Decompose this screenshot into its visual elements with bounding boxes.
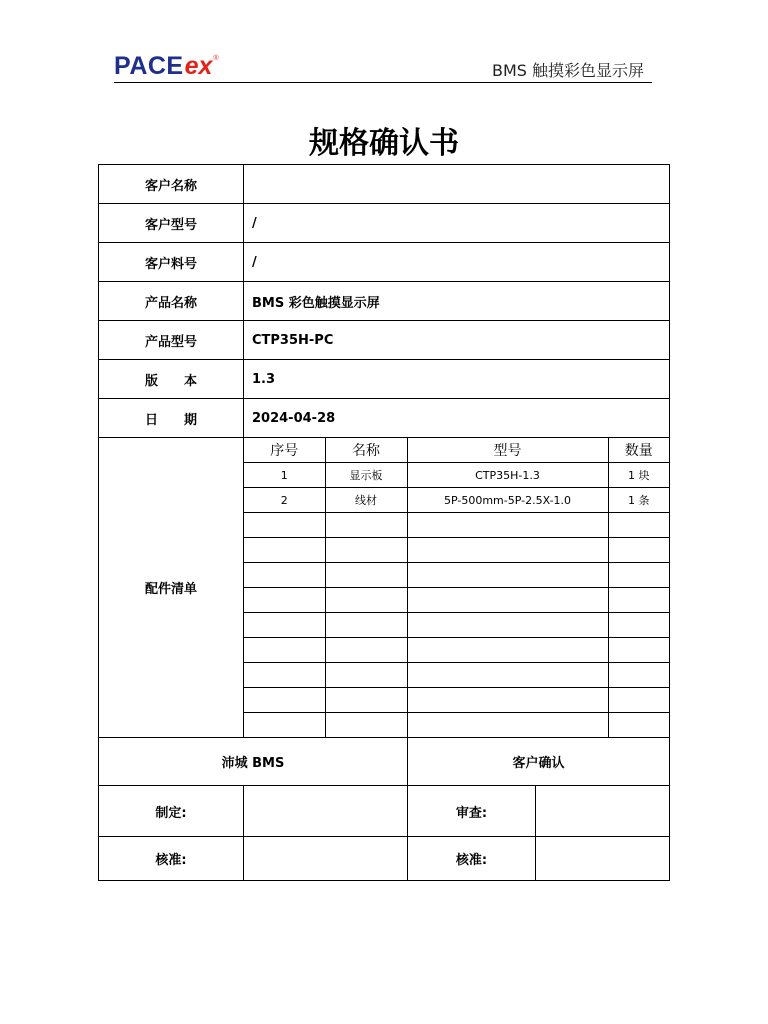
prepared-label: 制定:: [99, 786, 244, 837]
paceex-logo: [114, 52, 219, 78]
parts-cell-value: [244, 688, 325, 713]
parts-cell-value: [244, 638, 325, 663]
parts-cell-value: [407, 638, 608, 663]
parts-cell-value: [608, 638, 669, 663]
info-row-customer-part: [99, 243, 670, 282]
parts-row: [244, 613, 669, 638]
info-label: 产品名称: [99, 282, 244, 321]
signature-row-1: [99, 786, 670, 837]
parts-header-row: [244, 438, 669, 463]
parts-cell-value: [608, 563, 669, 588]
info-label: 日 期: [99, 399, 244, 438]
header-product-title: BMS 触摸彩色显示屏: [491, 61, 644, 80]
parts-cell-value: CTP35H-1.3: [407, 463, 608, 488]
info-label: 客户名称: [99, 165, 244, 204]
parts-cell-value: [325, 613, 407, 638]
parts-cell-value: [407, 688, 608, 713]
parts-cell-value: [608, 663, 669, 688]
parts-cell-value: [608, 688, 669, 713]
parts-row: [244, 688, 669, 713]
parts-column-header: 型号: [407, 438, 608, 463]
info-row-product-model: [99, 321, 670, 360]
parts-cell-value: 显示板: [325, 463, 407, 488]
info-value: /: [244, 243, 670, 282]
parts-column-header: 数量: [608, 438, 669, 463]
parts-cell-value: [244, 663, 325, 688]
parts-cell-value: [608, 613, 669, 638]
approved-signature-field-right[interactable]: [536, 837, 670, 881]
document-title: 规格确认书: [309, 126, 459, 161]
parts-cell-value: 5P-500mm-5P-2.5X-1.0: [407, 488, 608, 513]
parts-cell-value: 1: [244, 463, 325, 488]
parts-cell-value: [325, 663, 407, 688]
signature-row-2: [99, 837, 670, 881]
parts-cell-value: [244, 613, 325, 638]
info-label: 客户料号: [99, 243, 244, 282]
info-row-version: [99, 360, 670, 399]
parts-cell-value: [325, 688, 407, 713]
approved-label-right: 核准:: [408, 837, 536, 881]
parts-cell-value: 线材: [325, 488, 407, 513]
parts-cell-value: [407, 513, 608, 538]
parts-cell-value: [407, 563, 608, 588]
info-row-date: [99, 399, 670, 438]
approved-label-left: 核准:: [99, 837, 244, 881]
prepared-signature-field[interactable]: [244, 786, 408, 837]
parts-cell-value: [407, 713, 608, 738]
company-heading: 沛城 BMS: [99, 738, 408, 786]
parts-cell-value: [325, 713, 407, 738]
registered-mark: ®: [213, 55, 219, 62]
parts-row: [244, 588, 669, 613]
parts-row: [244, 463, 669, 488]
parts-row: [244, 713, 669, 738]
info-row-customer-name: [99, 165, 670, 204]
parts-list-label: 配件清单: [99, 438, 244, 738]
parts-cell-value: [244, 538, 325, 563]
parts-cell-value: [244, 513, 325, 538]
parts-cell-value: [325, 638, 407, 663]
customer-confirm-heading: 客户确认: [408, 738, 670, 786]
parts-row: [244, 663, 669, 688]
parts-cell-value: [407, 538, 608, 563]
parts-cell-value: [608, 538, 669, 563]
parts-cell-value: [325, 563, 407, 588]
reviewed-label: 审查:: [408, 786, 536, 837]
header-divider: [114, 82, 652, 83]
info-value: 2024-04-28: [244, 399, 670, 438]
parts-column-header: 序号: [244, 438, 325, 463]
parts-cell-value: [608, 588, 669, 613]
parts-cell-value: 1 块: [608, 463, 669, 488]
parts-cell-value: [325, 538, 407, 563]
parts-cell-value: 1 条: [608, 488, 669, 513]
parts-cell-value: [407, 663, 608, 688]
info-label: 产品型号: [99, 321, 244, 360]
info-value: CTP35H-PC: [244, 321, 670, 360]
parts-cell-value: [325, 588, 407, 613]
parts-cell-value: [244, 588, 325, 613]
parts-row: [244, 488, 669, 513]
approved-signature-field-left[interactable]: [244, 837, 408, 881]
logo-text-ex: ex: [184, 52, 213, 80]
parts-section: [99, 438, 670, 738]
parts-row: [244, 513, 669, 538]
logo-text-pace: PACE: [114, 52, 184, 80]
parts-cell-value: [608, 513, 669, 538]
parts-row: [244, 638, 669, 663]
parts-cell-value: [407, 613, 608, 638]
info-row-customer-model: [99, 204, 670, 243]
parts-cell-value: [325, 513, 407, 538]
info-label: 客户型号: [99, 204, 244, 243]
info-value: [244, 165, 670, 204]
parts-cell-value: [407, 588, 608, 613]
spec-table: [98, 164, 670, 881]
parts-row: [244, 538, 669, 563]
reviewed-signature-field[interactable]: [536, 786, 670, 837]
parts-cell-value: [608, 713, 669, 738]
info-value: BMS 彩色触摸显示屏: [244, 282, 670, 321]
info-label: 版 本: [99, 360, 244, 399]
parts-cell-value: [244, 713, 325, 738]
info-value: /: [244, 204, 670, 243]
signature-header-row: [99, 738, 670, 786]
info-value: 1.3: [244, 360, 670, 399]
parts-column-header: 名称: [325, 438, 407, 463]
parts-table: [244, 438, 669, 737]
parts-cell: [244, 438, 670, 738]
parts-cell-value: 2: [244, 488, 325, 513]
info-row-product-name: [99, 282, 670, 321]
parts-row: [244, 563, 669, 588]
parts-cell-value: [244, 563, 325, 588]
